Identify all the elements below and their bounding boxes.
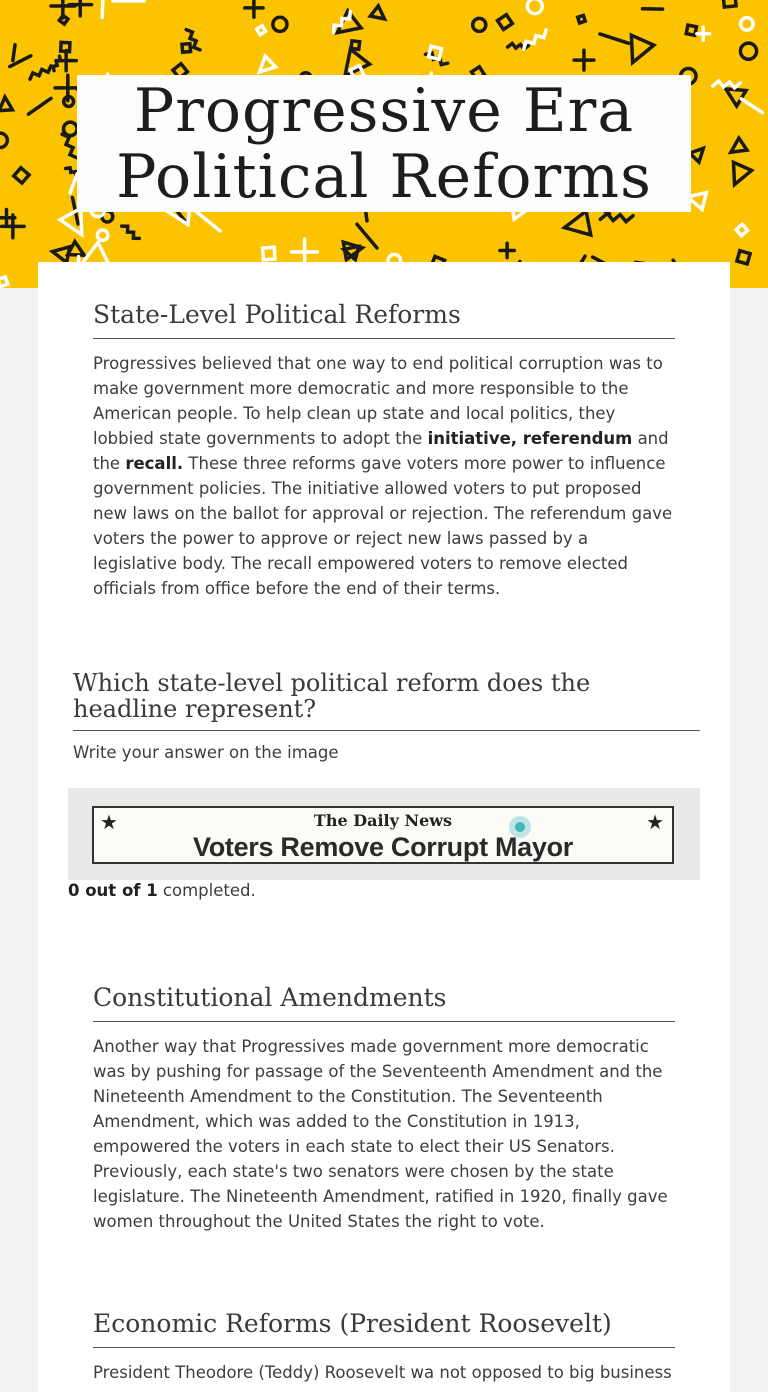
newspaper-name: The Daily News [94,811,672,830]
section-heading: Economic Reforms (President Roosevelt) [93,1307,675,1348]
question-block [73,670,700,762]
newspaper-headline: Voters Remove Corrupt Mayor [94,832,672,863]
newspaper-frame [92,806,674,864]
title-box [77,75,691,212]
section-heading: Constitutional Amendments [93,981,675,1022]
section-body: Another way that Progressives made government more democratic was by pushing for passage of the Seventeenth Amendment and the Nineteenth Amendment to the Constitution. The Seventeenth Amendment, which was added to the Constitution in 1913, empowered the voters in each state to elect their US Senators. Previously, each state's two senators were chosen by the state legislature. The Nineteenth Amendment, ratified in 1920, finally gave women throughout the United States the right to vote. [93,1034,675,1234]
section-economic-reforms [93,1307,675,1385]
section-state-reforms [93,298,675,601]
headline-image-answer-area[interactable] [68,788,700,880]
header-banner [0,0,768,288]
page-title [116,78,652,210]
section-amendments [93,981,675,1234]
section-body: President Theodore (Teddy) Roosevelt wa not opposed to big business [93,1360,675,1385]
cursor-icon [509,816,531,838]
bold-term: recall. [125,454,183,473]
section-heading: State-Level Political Reforms [93,298,675,339]
question-instruction: Write your answer on the image [73,743,700,762]
completion-status: 0 out of 1 completed. [68,881,256,900]
question-prompt: Which state-level political reform does the headline represent? [73,670,700,731]
star-icon: ★ [646,810,664,834]
star-icon: ★ [100,810,118,834]
section-body: Progressives believed that one way to end political corruption was to make government more democratic and more responsible to the American people. To help clean up state and local politics, they lobbied state governments to adopt the initiative, referendum and the recall. These three reforms gave voters more power to influence government policies. The initiative allowed voters to put proposed new laws on the ballot for approval or rejection. The referendum gave voters the power to approve or reject new laws passed by a legislative body. The recall empowered voters to remove elected officials from office before the end of their terms. [93,351,675,601]
bold-term: initiative, referendum [428,429,633,448]
title-line-2: Political Reforms [116,142,652,212]
title-line-1: Progressive Era [134,76,634,146]
